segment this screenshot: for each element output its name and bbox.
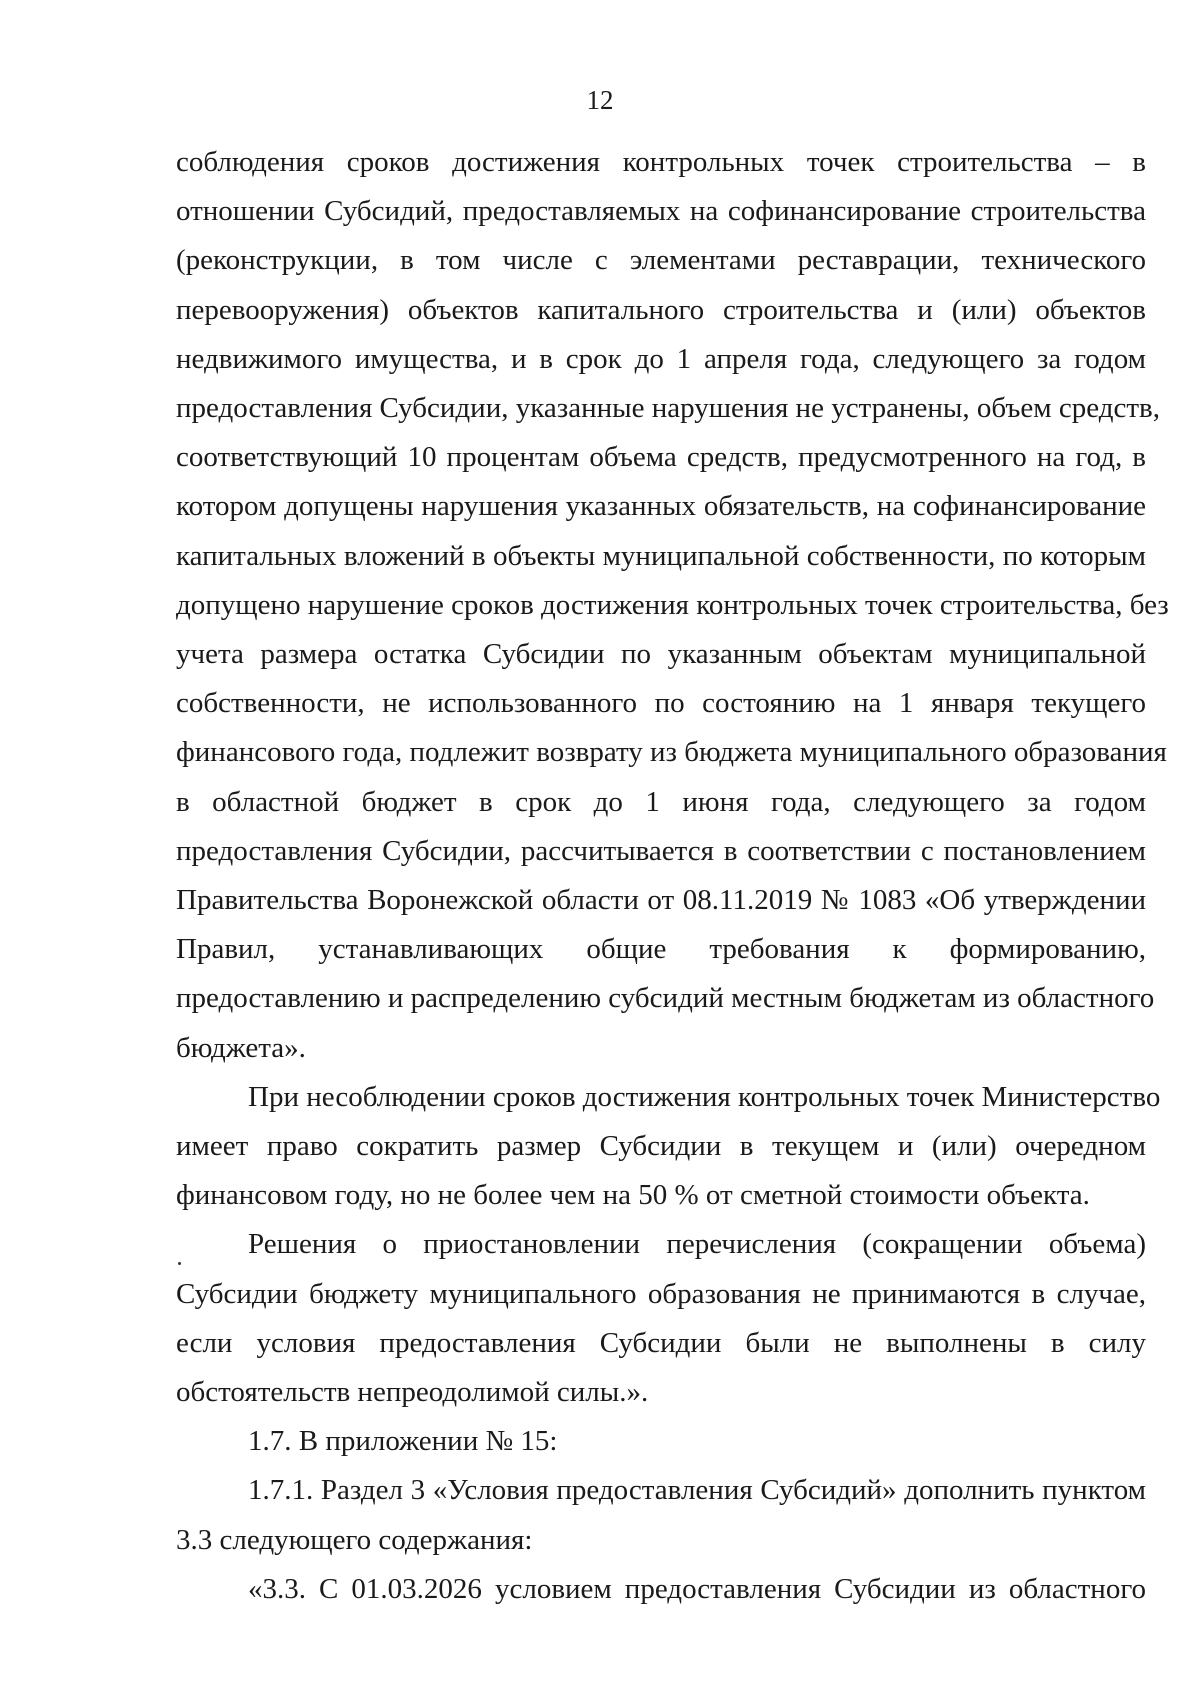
text-line: Решения о приостановлении перечисления (сокращении объема) (248, 1228, 1146, 1261)
text-line: предоставления Субсидии, указанные нарушения не устранены, объем средств, (176, 392, 1160, 425)
text-line: соблюдения сроков достижения контрольных точек строительства – в (176, 146, 1146, 178)
paragraph-item-1-7 (176, 1417, 1146, 1466)
text-line: допущено нарушение сроков достижения контрольных точек строительства, без (176, 588, 1169, 621)
scan-speck (178, 1262, 181, 1265)
text-line: (реконструкции, в том числе с элементами реставрации, технического (176, 244, 1146, 277)
text-line: При несоблюдении сроков достижения контрольных точек Министерство (248, 1080, 1161, 1113)
text-line: финансовом году, но не более чем на 50 % от сметной стоимости объекта. (176, 1179, 1090, 1212)
text-line: 1.7.1. Раздел 3 «Условия предоставления Субсидий» дополнить пунктом (248, 1474, 1146, 1507)
text-line: имеет право сократить размер Субсидии в текущем и (или) очередном (176, 1130, 1146, 1163)
text-line: 3.3 следующего содержания: (176, 1523, 533, 1556)
text-line: котором допущены нарушения указанных обязательств, на софинансирование (176, 490, 1146, 523)
text-line: финансового года, подлежит возврату из бюджета муниципального образования (176, 736, 1167, 769)
text-line: соответствующий 10 процентам объема средств, предусмотренного на год, в (176, 441, 1146, 474)
page-number: 12 (586, 85, 614, 115)
text-line: «3.3. С 01.03.2026 условием предоставления Субсидии из областного (248, 1572, 1146, 1605)
text-line: отношении Субсидий, предоставляемых на софинансирование строительства (176, 195, 1146, 228)
text-line: собственности, не использованного по состоянию на 1 января текущего (176, 687, 1146, 720)
text-line: учета размера остатка Субсидии по указанным объектам муниципальной (176, 638, 1146, 671)
paragraph-item-3-3 (176, 1565, 1146, 1614)
text-line: 1.7. В приложении № 15: (248, 1425, 558, 1458)
text-line: предоставлению и распределению субсидий местным бюджетам из областного (176, 982, 1155, 1015)
text-line: капитальных вложений в объекты муниципальной собственности, по которым (176, 539, 1146, 572)
text-line: бюджета». (176, 1031, 306, 1064)
text-line: Правительства Воронежской области от 08.11.2019 № 1083 «Об утверждении (176, 884, 1146, 917)
paragraph-force-majeure (176, 1220, 1146, 1417)
text-line: если условия предоставления Субсидии были не выполнены в силу (176, 1326, 1146, 1359)
paragraph-subsidy-return (176, 138, 1169, 1073)
text-line: предоставления Субсидии, рассчитывается в соответствии с постановлением (176, 834, 1146, 867)
document-body (176, 138, 1169, 1614)
text-line: Правил, устанавливающих общие требования к формированию, (176, 933, 1146, 966)
text-line: Субсидии бюджету муниципального образования не принимаются в случае, (176, 1277, 1146, 1310)
text-line: обстоятельств непреодолимой силы.». (176, 1376, 649, 1409)
paragraph-item-1-7-1 (176, 1466, 1146, 1564)
paragraph-ministry-right (176, 1073, 1161, 1221)
text-line: в областной бюджет в срок до 1 июня года, следующего за годом (176, 785, 1146, 818)
text-line: перевооружения) объектов капитального строительства и (или) объектов (176, 293, 1146, 326)
text-line: недвижимого имущества, и в срок до 1 апреля года, следующего за годом (176, 342, 1146, 375)
